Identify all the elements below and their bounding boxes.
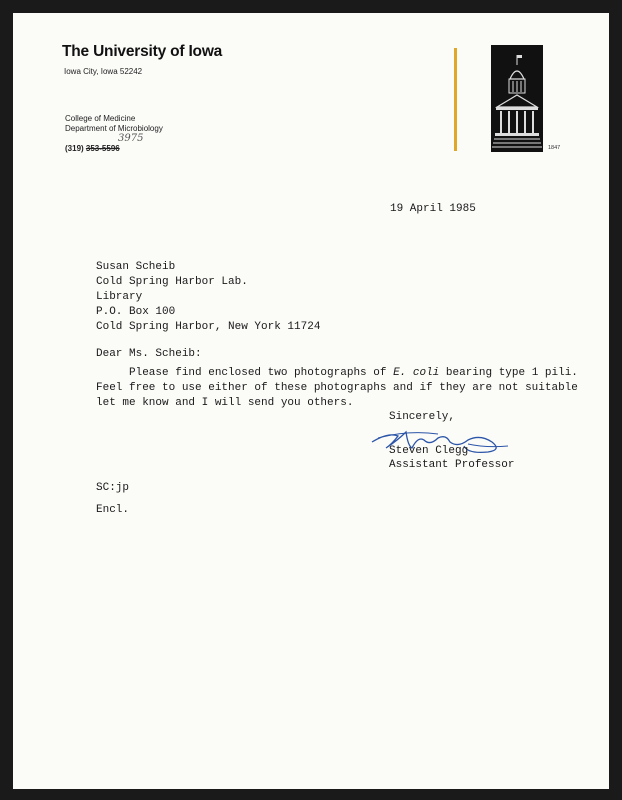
signer-name: Steven Clegg [389,445,469,457]
signer-title: Assistant Professor [389,459,515,471]
city-line: Iowa City, Iowa 52242 [64,67,143,76]
enclosure-note: Encl. [96,504,130,516]
recipient-line: Cold Spring Harbor, New York 11724 [96,321,321,333]
phone-area: (319) [65,144,86,153]
phone-digits: 353-5596 [85,144,120,153]
recipient-line: Library [96,291,143,303]
recipient-line: Susan Scheib [96,261,176,273]
college-name: College of Medicine [65,114,136,123]
old-capitol-icon [491,45,543,152]
recipient-line: P.O. Box 100 [96,306,176,318]
salutation: Dear Ms. Scheib: [96,348,202,360]
recipient-line: Cold Spring Harbor Lab. [96,276,248,288]
handwritten-extension: 3975 [118,133,144,144]
logo-year: 1847 [548,145,561,151]
typist-initials: SC:jp [96,482,130,494]
organism-name: E. coli [393,367,440,379]
body-line-2: Feel free to use either of these photographs and if they are not suitable [96,382,578,394]
university-name: The University of Iowa [62,43,223,60]
letter-date: 19 April 1985 [390,203,476,215]
department-name: Department of Microbiology [65,124,163,133]
closing: Sincerely, [389,411,456,423]
accent-bar [454,48,457,151]
body-line-3: let me know and I will send you others. [96,397,354,409]
phone-number [65,144,120,153]
body-text: Please find enclosed two photographs of [96,367,394,379]
old-capitol-logo [491,45,543,152]
body-text: bearing type 1 pili. [439,367,578,379]
body-line-1 [96,367,578,379]
letter-page [13,13,609,789]
